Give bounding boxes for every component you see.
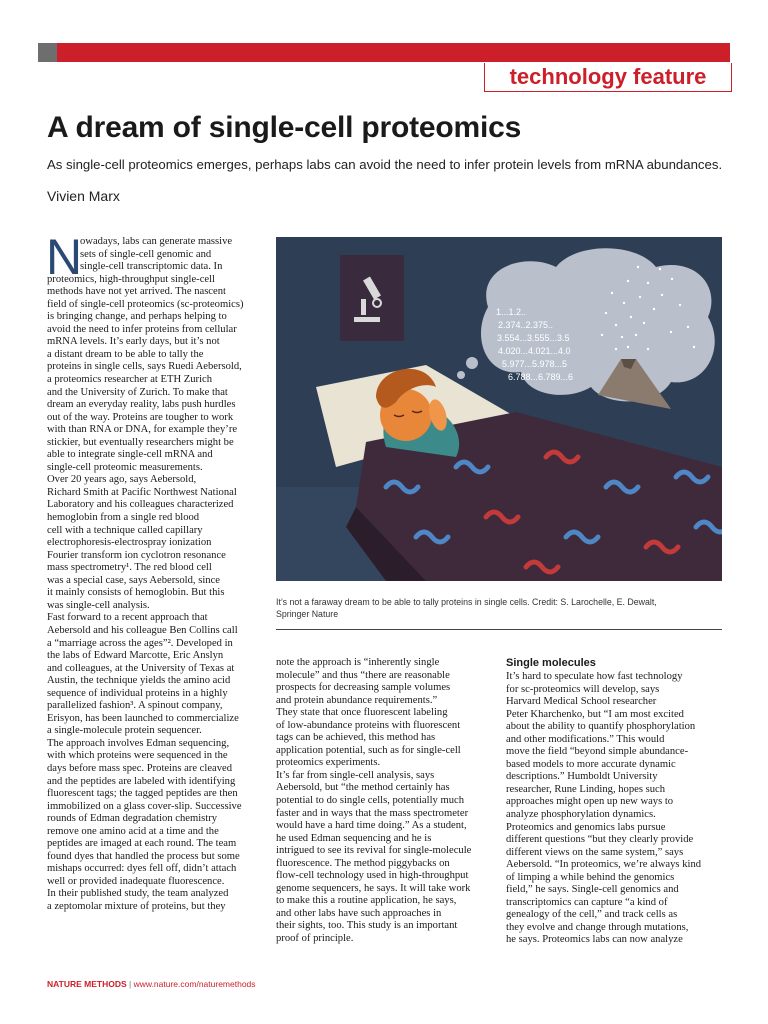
body-text-line: stickier, but eventually researchers might be [47,436,234,448]
body-text-line: and protein abundance requirements.” [276,694,438,706]
body-text-line: Harvard Medical School researcher [506,696,657,708]
dream-number-5: 5.977...5.978...5 [502,359,568,369]
body-text-line: for sc-proteomics will develop, says [506,683,660,695]
body-text-line: flow-cell technology used in high-throughput [276,870,469,882]
body-text-line: peptides are imaged at each round. The team [47,838,237,850]
body-text-line: fluorescent tags; the tagged peptides are then [47,788,238,800]
body-text-line: Austin, the technique yields the amino acid [47,675,231,687]
body-text-line: mishaps occurred: dyes fell off, didn’t attach [47,863,237,875]
body-text-line: field of single-cell proteomics (sc-proteomics) [47,298,244,310]
body-text-line: proof of principle. [276,933,354,945]
body-text-line: Richard Smith at Pacific Northwest National [47,486,237,498]
body-text-line: different questions “but they clearly provide [506,834,694,846]
body-text-line: proteins in single cells, says Ruedi Aebersold, [47,361,242,373]
body-text-line: a “marriage across the ages”². Developed in [47,637,233,649]
header-bar [38,43,730,62]
body-text-line: analyze phosphorylation dynamics. [506,809,656,821]
footer-url-link[interactable]: www.nature.com/naturemethods [133,979,256,989]
body-column-3 [506,657,726,947]
body-text-line: able to integrate single-cell mRNA and [47,449,213,461]
body-text-line: tags can be achieved, this method has [276,732,436,744]
body-text-line: he says. Proteomics labs can now analyze [506,934,683,946]
body-text-line: They state that once fluorescent labeling [276,707,448,719]
body-text-line: and other modifications.” This would [506,733,665,745]
body-text-line: Laboratory and his colleagues characterized [47,499,234,511]
body-text-line: Fourier transform ion cyclotron resonance [47,549,226,561]
body-text-line: sequence of individual proteins in a highly [47,687,228,699]
caption-divider [276,629,722,630]
body-text-line: a distant dream to be able to tally the [47,348,204,360]
drop-cap: N [46,229,83,285]
body-text-line: dream an everyday reality, labs push hurdles [47,399,236,411]
body-text-line: and the peptides are labeled with identifying [47,775,236,787]
body-text-line: molecule” and thus “there are reasonable [276,669,450,681]
body-text-line: out of the way. Proteins are tougher to work [47,411,234,423]
body-text-line: mass spectrometry¹. The red blood cell [47,562,212,574]
body-text-line: and other labs have such approaches in [276,907,442,919]
body-text-line: note the approach is “inherently single [276,657,440,668]
body-text-line: fluorescence. The method piggybacks on [276,857,450,869]
body-text-line: potential to do single cells, potentially much [276,795,465,807]
body-text-line: In their published study, the team analyzed [47,888,229,900]
body-text-line: intrigued to see its revival for single-molecule [276,845,472,857]
body-text-line: single-cell transcriptomic data. In [80,261,223,273]
body-text-line: a proteomics researcher at ETH Zurich [47,374,213,386]
dream-number-4: 4.020...4.021...4.0 [498,346,571,356]
illustration-svg [276,237,722,581]
body-text-line: different views on the same system,” says [506,846,684,858]
body-text-line: Aebersold, but “the method certainly has [276,782,450,794]
body-text-line: move the field “beyond simple abundance- [506,746,689,758]
article-title: A dream of single-cell proteomics [47,111,522,144]
body-text-line: and colleagues, at the University of Texas at [47,662,235,674]
body-text-line: a single-molecule protein sequencer. [47,725,202,737]
body-text-line: their sights, too. This study is an important [276,920,458,932]
body-text-line: genealogy of the cell,” and track cells as [506,909,678,921]
body-text-line: would have a hard time doing.” As a student, [276,820,467,832]
caption-line-1: It’s not a faraway dream to be able to tally proteins in single cells. Credit: S. Larochelle, E. Dewalt, [276,597,657,607]
footer-journal: NATURE METHODS [47,979,127,989]
body-column-2 [276,657,496,946]
dream-number-3: 3.554...3.555...3.5 [497,333,570,343]
body-text-line: Over 20 years ago, says Aebersold, [47,474,197,486]
body-text-line: transcriptomics can capture “a kind of [506,896,668,908]
body-text-line: single-cell proteomic measurements. [47,461,203,473]
body-text-line: genome sequencers, he says. It will take work [276,882,471,894]
dream-number-6: 6.788...6.789...6 [508,372,574,382]
body-text-line: field,” he says. Single-cell genomics and [506,884,679,896]
body-text-line: proteomics, high-throughput single-cell [47,273,215,285]
page-footer [47,979,256,989]
body-text-line: It’s hard to speculate how fast technology [506,671,683,682]
body-text-line: The approach involves Edman sequencing, [47,737,230,749]
body-text-line: cell with a technique called capillary [47,524,203,536]
body-text-line: Proteomics and genomics labs pursue [506,821,666,833]
body-text-line: sets of single-cell genomic and [80,248,212,260]
body-text-line: with than RNA or DNA, for example they’re [47,424,238,436]
body-text-line: was single-cell analysis. [47,599,150,611]
body-text-line: Fast forward to a recent approach that [47,612,208,624]
body-text-line: mRNA levels. It’s early days, but it’s not [47,336,220,348]
body-text-line: Erisyon, has been launched to commercialize [47,712,239,724]
body-text-line: parallelized fashion³. A spinout company, [47,700,223,712]
body-text-line: it mainly consists of hemoglobin. But this [47,587,225,599]
body-text-line: was a special case, says Aebersold, since [47,574,220,586]
body-text-line: about the ability to quantify phosphorylation [506,721,696,733]
article-author: Vivien Marx [47,188,120,204]
body-text-line: prospects for decreasing sample volumes [276,682,451,694]
body-text-line: to make this a routine application, he says, [276,895,457,907]
figure-caption [276,596,722,620]
body-column-1 [47,236,265,914]
article-standfirst: As single-cell proteomics emerges, perhaps labs can avoid the need to infer protein levels from mRNA abundances. [47,157,723,172]
section-heading-single-molecules: Single molecules [506,657,596,669]
body-text-line: well or provided inadequate fluorescence. [47,875,225,887]
body-text-line: of limping a while behind the genomics [506,871,675,883]
body-text-line: the labs of Edward Marcotte, Eric Anslyn [47,650,224,662]
section-label: technology feature [484,63,732,92]
body-text-line: is bringing change, and perhaps helping to [47,311,227,323]
caption-line-2: Springer Nature [276,609,339,619]
article-illustration [276,237,722,581]
body-text-line: proteomics experiments. [276,757,381,769]
body-text-line: approaches might open up new ways to [506,796,674,808]
header-bar-grey-block [38,43,57,62]
body-text-line: Aebersold. “In proteomics, we’re always kind [506,859,702,871]
dream-number-1: 1...1.2.. [496,307,527,317]
microscope-poster [340,255,404,341]
body-text-line: of low-abundance proteins with fluorescent [276,719,461,731]
body-text-line: It’s far from single-cell analysis, says [276,769,435,781]
dream-number-2: 2.374..2.375.. [498,320,554,330]
body-text-line: hemoglobin from a single red blood [47,512,200,524]
body-text-line: Peter Kharchenko, but “I am most excited [506,708,684,720]
body-text-line: descriptions.” Humboldt University [506,771,658,783]
body-text-line: he used Edman sequencing and he is [276,832,432,844]
body-text-line: owadays, labs can generate massive [80,236,233,247]
body-text-line: they evolve and change through mutations, [506,921,689,933]
body-text-line: Aebersold and his colleague Ben Collins call [47,624,238,636]
body-text-line: faster and in ways that the mass spectrometer [276,807,469,819]
body-text-line: days before mass spec. Proteins are cleaved [47,762,233,774]
body-text-line: and the University of Zurich. To make that [47,386,228,398]
footer-separator: | [129,979,132,989]
body-text-line: researcher, Rune Linding, hopes such [506,783,666,795]
body-text-line: found dyes that handled the process but some [47,850,240,862]
body-text-line: rounds of Edman degradation chemistry [47,813,218,825]
body-text-line: application potential, such as for single-cell [276,744,461,756]
body-text-line: immobilized on a glass cover-slip. Successive [47,800,242,812]
body-text-line: with which proteins were sequenced in the [47,750,228,762]
body-text-line: electrophoresis-electrospray ionization [47,537,212,549]
body-text-line: avoid the need to infer proteins from cellular [47,323,237,335]
body-text-line: methods have not yet arrived. The nascent [47,286,226,298]
body-text-line: a zeptomolar mixture of proteins, but they [47,900,226,912]
body-text-line: remove one amino acid at a time and the [47,825,219,837]
body-text-line: based models to more accurate dynamic [506,758,676,770]
